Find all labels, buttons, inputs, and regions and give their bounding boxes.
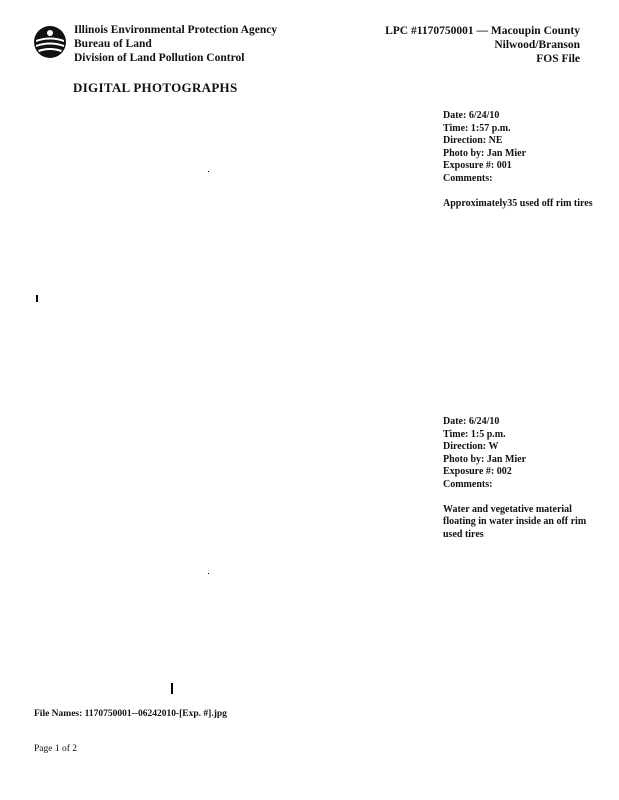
illinois-epa-logo-icon — [33, 25, 67, 59]
scan-mark — [208, 171, 209, 172]
scan-mark — [171, 683, 173, 694]
photo-time: Time: 1:57 p.m. — [443, 122, 511, 134]
photo-exposure: Exposure #: 001 — [443, 160, 512, 172]
division-name: Division of Land Pollution Control — [74, 52, 245, 64]
photo-date: Date: 6/24/10 — [443, 416, 500, 427]
comments-label: Comments: — [443, 478, 493, 490]
photo-by: Photo by: Jan Mier — [443, 147, 527, 159]
agency-name: Illinois Environmental Protection Agency — [74, 24, 278, 36]
photo-date: Date: 6/24/10 — [443, 110, 500, 121]
scan-mark — [208, 573, 209, 574]
photo-time: Time: 1:5 p.m. — [443, 428, 506, 440]
scan-mark — [36, 295, 38, 302]
photo-comment: Water and vegetative material floating in water inside an off rim used tires — [443, 503, 587, 540]
photo-direction: Direction: W — [443, 441, 499, 453]
page-number: Page 1 of 2 — [34, 744, 78, 754]
lpc-number: LPC #1170750001 — Macoupin County — [385, 25, 580, 37]
file-type: FOS File — [536, 53, 580, 65]
photo-comment: Approximately35 used off rim tires — [443, 197, 593, 209]
site-block — [385, 24, 580, 66]
photo-exposure: Exposure #: 002 — [443, 466, 512, 478]
document-title: DIGITAL PHOTOGRAPHS — [73, 80, 238, 95]
bureau-name: Bureau of Land — [74, 38, 152, 50]
agency-block — [74, 23, 277, 65]
file-names: File Names: 1170750001--06242010-[Exp. #].jpg — [34, 709, 227, 719]
site-location: Nilwood/Branson — [494, 39, 580, 51]
photo-info-1 — [443, 110, 593, 210]
photo-direction: Direction: NE — [443, 135, 503, 147]
photo-info-2 — [443, 416, 593, 541]
photo-by: Photo by: Jan Mier — [443, 453, 527, 465]
comments-label: Comments: — [443, 172, 493, 184]
